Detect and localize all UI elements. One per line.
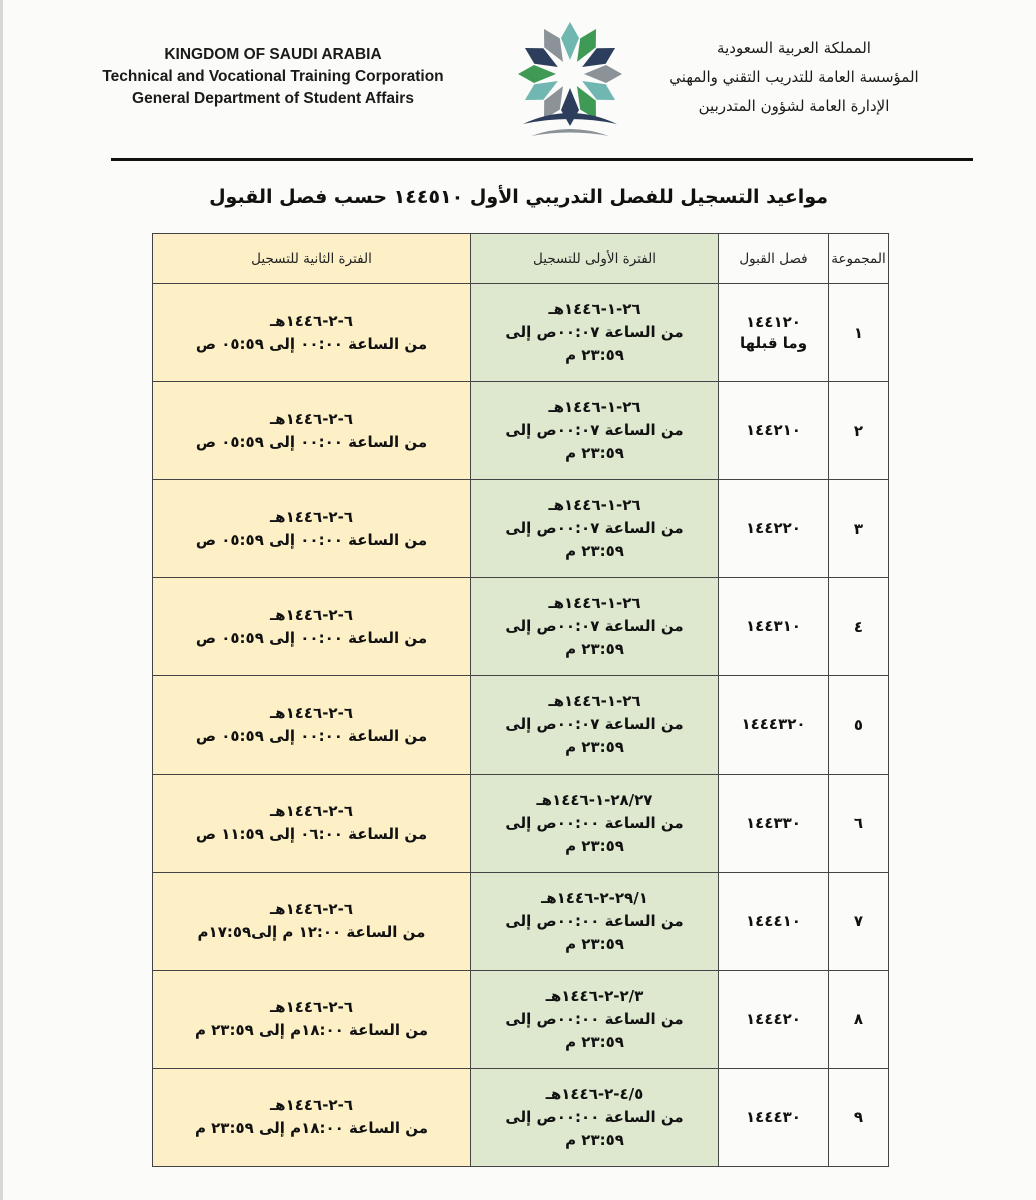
second-period-cell	[153, 284, 471, 382]
first-period-cell-line: ٢٣:٥٩ م	[565, 1130, 624, 1149]
second-period-cell-line: ٦-٢-١٤٤٦هـ	[270, 1096, 353, 1115]
ar-line-department: الإدارة العامة لشؤون المتدربين	[698, 97, 890, 115]
first-period-cell-line: ٢٣:٥٩ م	[565, 444, 624, 463]
second-period-cell-line: من الساعة ٠٠:٠٠ إلى ٠٥:٥٩ ص	[195, 628, 428, 647]
logo-petal	[518, 65, 556, 83]
group-number: ٦	[829, 774, 889, 872]
second-period-cell-line: من الساعة ٠٦:٠٠ إلى ١١:٥٩ ص	[195, 825, 428, 844]
document-title: مواعيد التسجيل للفصل التدريبي الأول ١٤٤٥١٠ حسب فصل القبول	[209, 186, 828, 208]
first-period-cell	[471, 676, 719, 774]
second-period-cell-line: من الساعة ١٢:٠٠ م إلى١٧:٥٩م	[197, 923, 426, 942]
first-period-cell	[471, 480, 719, 578]
first-period-cell-line: ٢٣:٥٩ م	[565, 934, 624, 953]
ar-line-corporation: المؤسسة العامة للتدريب التقني والمهني	[669, 68, 919, 86]
first-period-cell-line: ٢٣:٥٩ م	[565, 1032, 624, 1051]
second-period-cell-line: ٦-٢-١٤٤٦هـ	[270, 605, 353, 624]
second-period-cell-line: من الساعة ٠٠:٠٠ إلى ٠٥:٥٩ ص	[195, 334, 428, 353]
first-period-cell-line: ٢/٣-٢-١٤٤٦هـ	[545, 986, 644, 1005]
first-period-cell-line: من الساعة ٠٠:٠٧ص إلى	[505, 323, 684, 342]
semester-line: ١٤٤٤٣٠	[746, 1107, 801, 1126]
header-group: المجموعة	[829, 234, 889, 284]
second-period-cell	[153, 676, 471, 774]
second-period-cell	[153, 970, 471, 1068]
first-period-cell-line: من الساعة ٠٠:٠٠ص إلى	[505, 911, 684, 930]
logo-petal	[561, 88, 579, 126]
group-number: ٥	[829, 676, 889, 774]
arabic-letterhead	[644, 34, 944, 121]
first-period-cell	[471, 284, 719, 382]
second-period-cell-line: ٦-٢-١٤٤٦هـ	[270, 311, 353, 330]
second-period-cell-line: ٦-٢-١٤٤٦هـ	[270, 409, 353, 428]
second-period-cell	[153, 578, 471, 676]
en-line-corporation: Technical and Vocational Training Corporation	[102, 68, 444, 85]
second-period-cell	[153, 872, 471, 970]
first-period-cell	[471, 774, 719, 872]
table-row	[153, 382, 889, 480]
second-period-cell-line: ٦-٢-١٤٤٦هـ	[270, 507, 353, 526]
semester-line: ١٤٤٢١٠	[746, 421, 801, 440]
first-period-cell-line: ٢٦-١-١٤٤٦هـ	[548, 300, 641, 319]
first-period-cell	[471, 382, 719, 480]
table-row	[153, 284, 889, 382]
semester-line: ١٤٤٤٣٢٠	[741, 715, 806, 734]
first-period-cell-line: ٢٦-١-١٤٤٦هـ	[548, 692, 641, 711]
second-period-cell-line: ٦-٢-١٤٤٦هـ	[270, 998, 353, 1017]
admission-semester	[719, 382, 829, 480]
header-period1: الفترة الأولى للتسجيل	[471, 234, 719, 284]
letterhead	[3, 0, 1036, 160]
table-row	[153, 480, 889, 578]
first-period-cell	[471, 872, 719, 970]
second-period-cell-line: ٦-٢-١٤٤٦هـ	[270, 703, 353, 722]
second-period-cell	[153, 382, 471, 480]
logo-base-arc-lower	[531, 129, 609, 136]
second-period-cell-line: ٦-٢-١٤٤٦هـ	[270, 802, 353, 821]
table-row	[153, 970, 889, 1068]
first-period-cell-line: ٢٣:٥٩ م	[565, 542, 624, 561]
second-period-cell	[153, 774, 471, 872]
logo-petal	[561, 22, 579, 60]
admission-semester	[719, 284, 829, 382]
table-row	[153, 676, 889, 774]
group-number: ٣	[829, 480, 889, 578]
table-row	[153, 774, 889, 872]
first-period-cell-line: من الساعة ٠٠:٠٠ص إلى	[505, 813, 684, 832]
semester-line: وما قبلها	[739, 333, 808, 352]
english-letterhead	[73, 44, 473, 110]
semester-line: ١٤٤٤١٠	[746, 911, 801, 930]
group-number: ٤	[829, 578, 889, 676]
first-period-cell-line: من الساعة ٠٠:٠٧ص إلى	[505, 715, 684, 734]
second-period-cell-line: من الساعة ٠٠:٠٠ إلى ٠٥:٥٩ ص	[195, 726, 428, 745]
table-row	[153, 578, 889, 676]
admission-semester	[719, 774, 829, 872]
tvtc-logo-icon	[503, 14, 638, 149]
semester-line: ١٤٤٣٣٠	[746, 813, 801, 832]
first-period-cell-line: من الساعة ٠٠:٠٧ص إلى	[505, 519, 684, 538]
admission-semester	[719, 970, 829, 1068]
semester-line: ١٤٤٣١٠	[746, 617, 801, 636]
first-period-cell-line: ٢٩/١-٢-١٤٤٦هـ	[541, 888, 648, 907]
second-period-cell-line: من الساعة ١٨:٠٠م إلى ٢٣:٥٩ م	[194, 1021, 429, 1040]
second-period-cell-line: من الساعة ١٨:٠٠م إلى ٢٣:٥٩ م	[194, 1119, 429, 1138]
first-period-cell-line: من الساعة ٠٠:٠٧ص إلى	[505, 421, 684, 440]
en-line-department: General Department of Student Affairs	[132, 90, 414, 107]
header-divider	[111, 158, 973, 161]
first-period-cell-line: ٢٣:٥٩ م	[565, 738, 624, 757]
table-header-row	[153, 234, 889, 284]
header-period2: الفترة الثانية للتسجيل	[153, 234, 471, 284]
first-period-cell-line: ٤/٥-٢-١٤٤٦هـ	[545, 1084, 644, 1103]
second-period-cell-line: ٦-٢-١٤٤٦هـ	[270, 900, 353, 919]
semester-line: ١٤٤١٢٠	[746, 312, 801, 331]
admission-semester	[719, 872, 829, 970]
header-semester: فصل القبول	[719, 234, 829, 284]
first-period-cell-line: ٢٦-١-١٤٤٦هـ	[548, 594, 641, 613]
first-period-cell-line: ٢٨/٢٧-١-١٤٤٦هـ	[536, 790, 653, 809]
first-period-cell-line: من الساعة ٠٠:٠٠ص إلى	[505, 1009, 684, 1028]
admission-semester	[719, 578, 829, 676]
table-row	[153, 1068, 889, 1166]
first-period-cell-line: ٢٦-١-١٤٤٦هـ	[548, 496, 641, 515]
first-period-cell-line: ٢٦-١-١٤٤٦هـ	[548, 398, 641, 417]
semester-line: ١٤٤٤٢٠	[746, 1009, 801, 1028]
group-number: ٩	[829, 1068, 889, 1166]
second-period-cell	[153, 480, 471, 578]
admission-semester	[719, 1068, 829, 1166]
en-line-country: KINGDOM OF SAUDI ARABIA	[164, 46, 382, 63]
semester-line: ١٤٤٢٢٠	[746, 519, 801, 538]
group-number: ١	[829, 284, 889, 382]
table-row	[153, 872, 889, 970]
second-period-cell	[153, 1068, 471, 1166]
group-number: ٧	[829, 872, 889, 970]
first-period-cell-line: ٢٣:٥٩ م	[565, 346, 624, 365]
first-period-cell	[471, 1068, 719, 1166]
first-period-cell-line: من الساعة ٠٠:٠٧ص إلى	[505, 617, 684, 636]
first-period-cell	[471, 578, 719, 676]
group-number: ٢	[829, 382, 889, 480]
admission-semester	[719, 676, 829, 774]
first-period-cell-line: ٢٣:٥٩ م	[565, 640, 624, 659]
admission-semester	[719, 480, 829, 578]
first-period-cell-line: ٢٣:٥٩ م	[565, 836, 624, 855]
ar-line-country: المملكة العربية السعودية	[717, 39, 871, 57]
second-period-cell-line: من الساعة ٠٠:٠٠ إلى ٠٥:٥٩ ص	[195, 432, 428, 451]
second-period-cell-line: من الساعة ٠٠:٠٠ إلى ٠٥:٥٩ ص	[195, 530, 428, 549]
first-period-cell	[471, 970, 719, 1068]
group-number: ٨	[829, 970, 889, 1068]
registration-schedule-table	[152, 233, 889, 1167]
first-period-cell-line: من الساعة ٠٠:٠٠ص إلى	[505, 1107, 684, 1126]
logo-petal	[584, 65, 622, 83]
